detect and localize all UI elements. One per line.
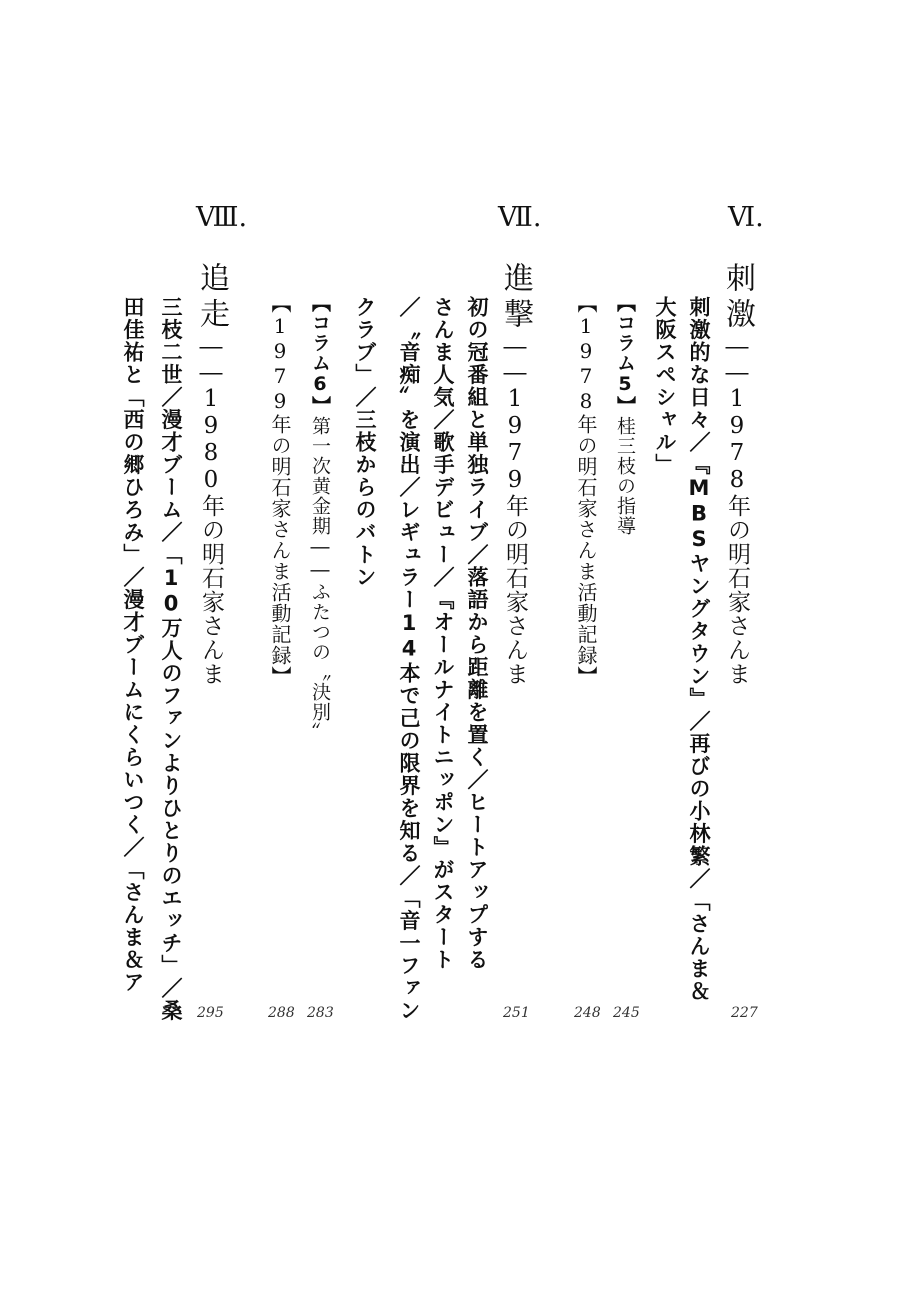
column-5-title: 桂三枝の指導 xyxy=(614,416,636,536)
chapter-8-numeral: Ⅷ. xyxy=(196,202,248,233)
chapter-8-dash: ―― xyxy=(198,334,224,386)
chapter-7-numeral: Ⅶ. xyxy=(498,202,542,233)
chapter-6-heading xyxy=(720,262,755,686)
page-number-column-6: 283 xyxy=(307,1005,334,1021)
chapter-6-subtitle: 1978年の明石家さんま xyxy=(724,386,750,686)
chapter-8-title: 追走 xyxy=(194,262,229,334)
chapter-7-subtitle: 1979年の明石家さんま xyxy=(502,386,528,686)
chapter-6-numeral: Ⅵ. xyxy=(728,202,764,233)
page-number-column-5: 245 xyxy=(613,1005,640,1021)
chapter-8-items-line-2: 田佳祐と「西の郷ひろみ」／漫才ブームにくらいつく／「さんま＆ア xyxy=(121,296,145,994)
chapter-6-items-line-2: 大阪スペシャル」 xyxy=(653,296,677,476)
page-number-record-1978: 248 xyxy=(574,1005,601,1021)
chapter-7-items-line-4: クラブ」／三枝からのバトン xyxy=(353,296,377,589)
chapter-7-heading xyxy=(498,262,533,686)
page-number-chapter-6: 227 xyxy=(731,1005,758,1021)
chapter-7-items-line-1: 初の冠番組と単独ライブ／落語から距離を置く／ヒートアップする xyxy=(465,296,489,971)
chapter-7-activity-record: 【1979年の明石家さんま活動記録】 xyxy=(268,293,292,687)
chapter-7-dash: ―― xyxy=(502,334,528,386)
chapter-6-title: 刺激 xyxy=(720,262,755,334)
page-number-chapter-8: 295 xyxy=(197,1005,224,1021)
chapter-6-dash: ―― xyxy=(724,334,750,386)
chapter-6-activity-record: 【1978年の明石家さんま活動記録】 xyxy=(574,293,598,687)
chapter-8-items-line-1: 三枝二世／漫才ブーム／「10万人のファンよりひとりのエッチ」／桑 xyxy=(159,296,183,1022)
column-6-label: 【コラム6】 xyxy=(309,293,331,416)
chapter-7-column-note xyxy=(310,293,329,742)
chapter-8-heading xyxy=(194,262,229,686)
column-6-title: 第一次黄金期――ふたつの〝決別〟 xyxy=(309,416,331,742)
chapter-7-items-line-2: さんま人気／歌手デビュー／『オールナイトニッポン』がスタート xyxy=(431,296,455,971)
page-number-chapter-7: 251 xyxy=(503,1005,530,1021)
chapter-6-column-note xyxy=(615,293,634,536)
column-5-label: 【コラム5】 xyxy=(614,293,636,416)
chapter-8-subtitle: 1980年の明石家さんま xyxy=(198,386,224,686)
chapter-7-items-line-3: ／〝音痴〟を演出／レギュラー14本で己の限界を知る／「音一ファン xyxy=(397,296,421,1022)
page-number-record-1979: 288 xyxy=(268,1005,295,1021)
chapter-6-items-line-1: 刺激的な日々／『MBSヤングタウン』／再びの小林繁／「さんま＆ xyxy=(687,296,711,1003)
chapter-7-title: 進撃 xyxy=(498,262,533,334)
